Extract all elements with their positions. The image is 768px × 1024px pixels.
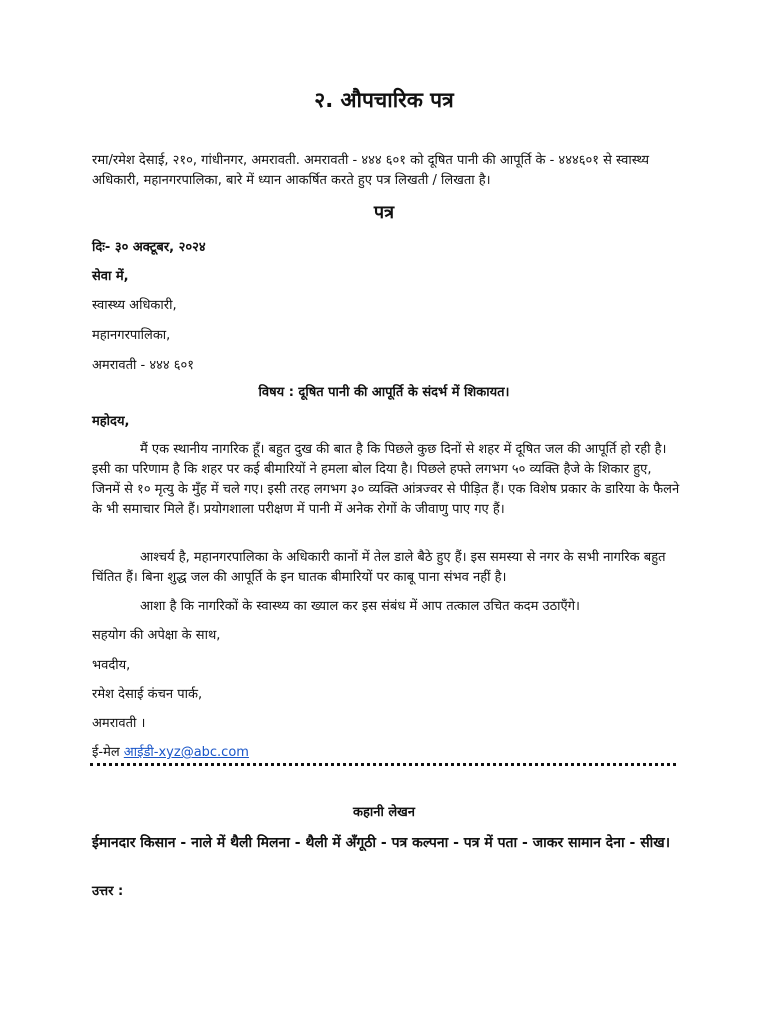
sender-email-line — [92, 743, 682, 763]
email-label: ई-मेल — [92, 745, 124, 760]
body-paragraph-1: मैं एक स्थानीय नागरिक हूँ। बहुत दुख की बात है कि पिछले कुछ दिनों से शहर में दूषित जल की आपूर्ति हो रही है। इसी का परिणाम है कि शहर पर कई बीमारियों ने हमला बोल दिया है। पिछले हफ्ते लगभग ५० व्यक्ति हैजे के शिकार हुए, जिनमें से १० मृत्यु के मुँह में चले गए। इसी तरह लगभग ३० व्यक्ति आंत्रज्वर से पीड़ित हैं। एक विशेष प्रकार के डारिया के फैलने के भी समाचार मिले हैं। प्रयोगशाला परीक्षण में पानी में अनेक रोगों के जीवाणु पाए गए हैं। — [92, 442, 680, 517]
page-title: २. औपचारिक पत्र — [314, 88, 454, 112]
answer-label: उत्तर : — [92, 884, 124, 899]
story-outline: ईमानदार किसान - नाले में थैली मिलना - थैली में अँगूठी - पत्र कल्पना - पत्र में पता - जाकर सामान देना - सीख। — [92, 835, 671, 851]
recipient-designation: स्वास्थ्य अधिकारी, — [92, 298, 177, 313]
letter-sign-off: भवदीय, — [92, 658, 131, 673]
section-divider — [90, 763, 676, 766]
body-paragraph-3: आशा है कि नागरिकों के स्वास्थ्य का ख्याल कर इस संबंध में आप तत्काल उचित कदम उठाएँगे। — [140, 599, 580, 614]
letter-subject: विषय : दूषित पानी की आपूर्ति के संदर्भ में शिकायत। — [258, 385, 510, 400]
recipient-office: महानगरपालिका, — [92, 328, 171, 343]
letter-closing: सहयोग की अपेक्षा के साथ, — [92, 628, 221, 643]
letter-greeting: महोदय, — [92, 414, 130, 429]
recipient-city: अमरावती - ४४४ ६०१ — [92, 358, 195, 373]
letter-date: दिः- ३० अक्टूबर, २०२४ — [92, 240, 206, 255]
intro-prompt: रमा/रमेश देसाई, २१०, गांधीनगर, अमरावती. अमरावती - ४४४ ६०१ को दूषित पानी की आपूर्ति के - ४४४६०१ से स्वास्थ्य अधिकारी, महानगरपालिका, बारे में ध्यान आकर्षित करते हुए पत्र लिखती / लिखता है। — [92, 153, 650, 188]
story-heading: कहानी लेखन — [352, 805, 416, 820]
salutation-to: सेवा में, — [92, 269, 129, 284]
letter-heading: पत्र — [373, 202, 395, 223]
sender-name: रमेश देसाई कंचन पार्क, — [92, 687, 203, 702]
body-paragraph-2: आश्चर्य है, महानगरपालिका के अधिकारी कानों में तेल डाले बैठे हुए हैं। इस समस्या से नगर के सभी नागरिक बहुत चिंतित हैं। बिना शुद्ध जल की आपूर्ति के इन घातक बीमारियों पर काबू पाना संभव नहीं है। — [92, 550, 666, 585]
email-link[interactable]: आईडी-xyz@abc.com — [123, 745, 249, 760]
sender-city: अमरावती । — [92, 716, 146, 731]
